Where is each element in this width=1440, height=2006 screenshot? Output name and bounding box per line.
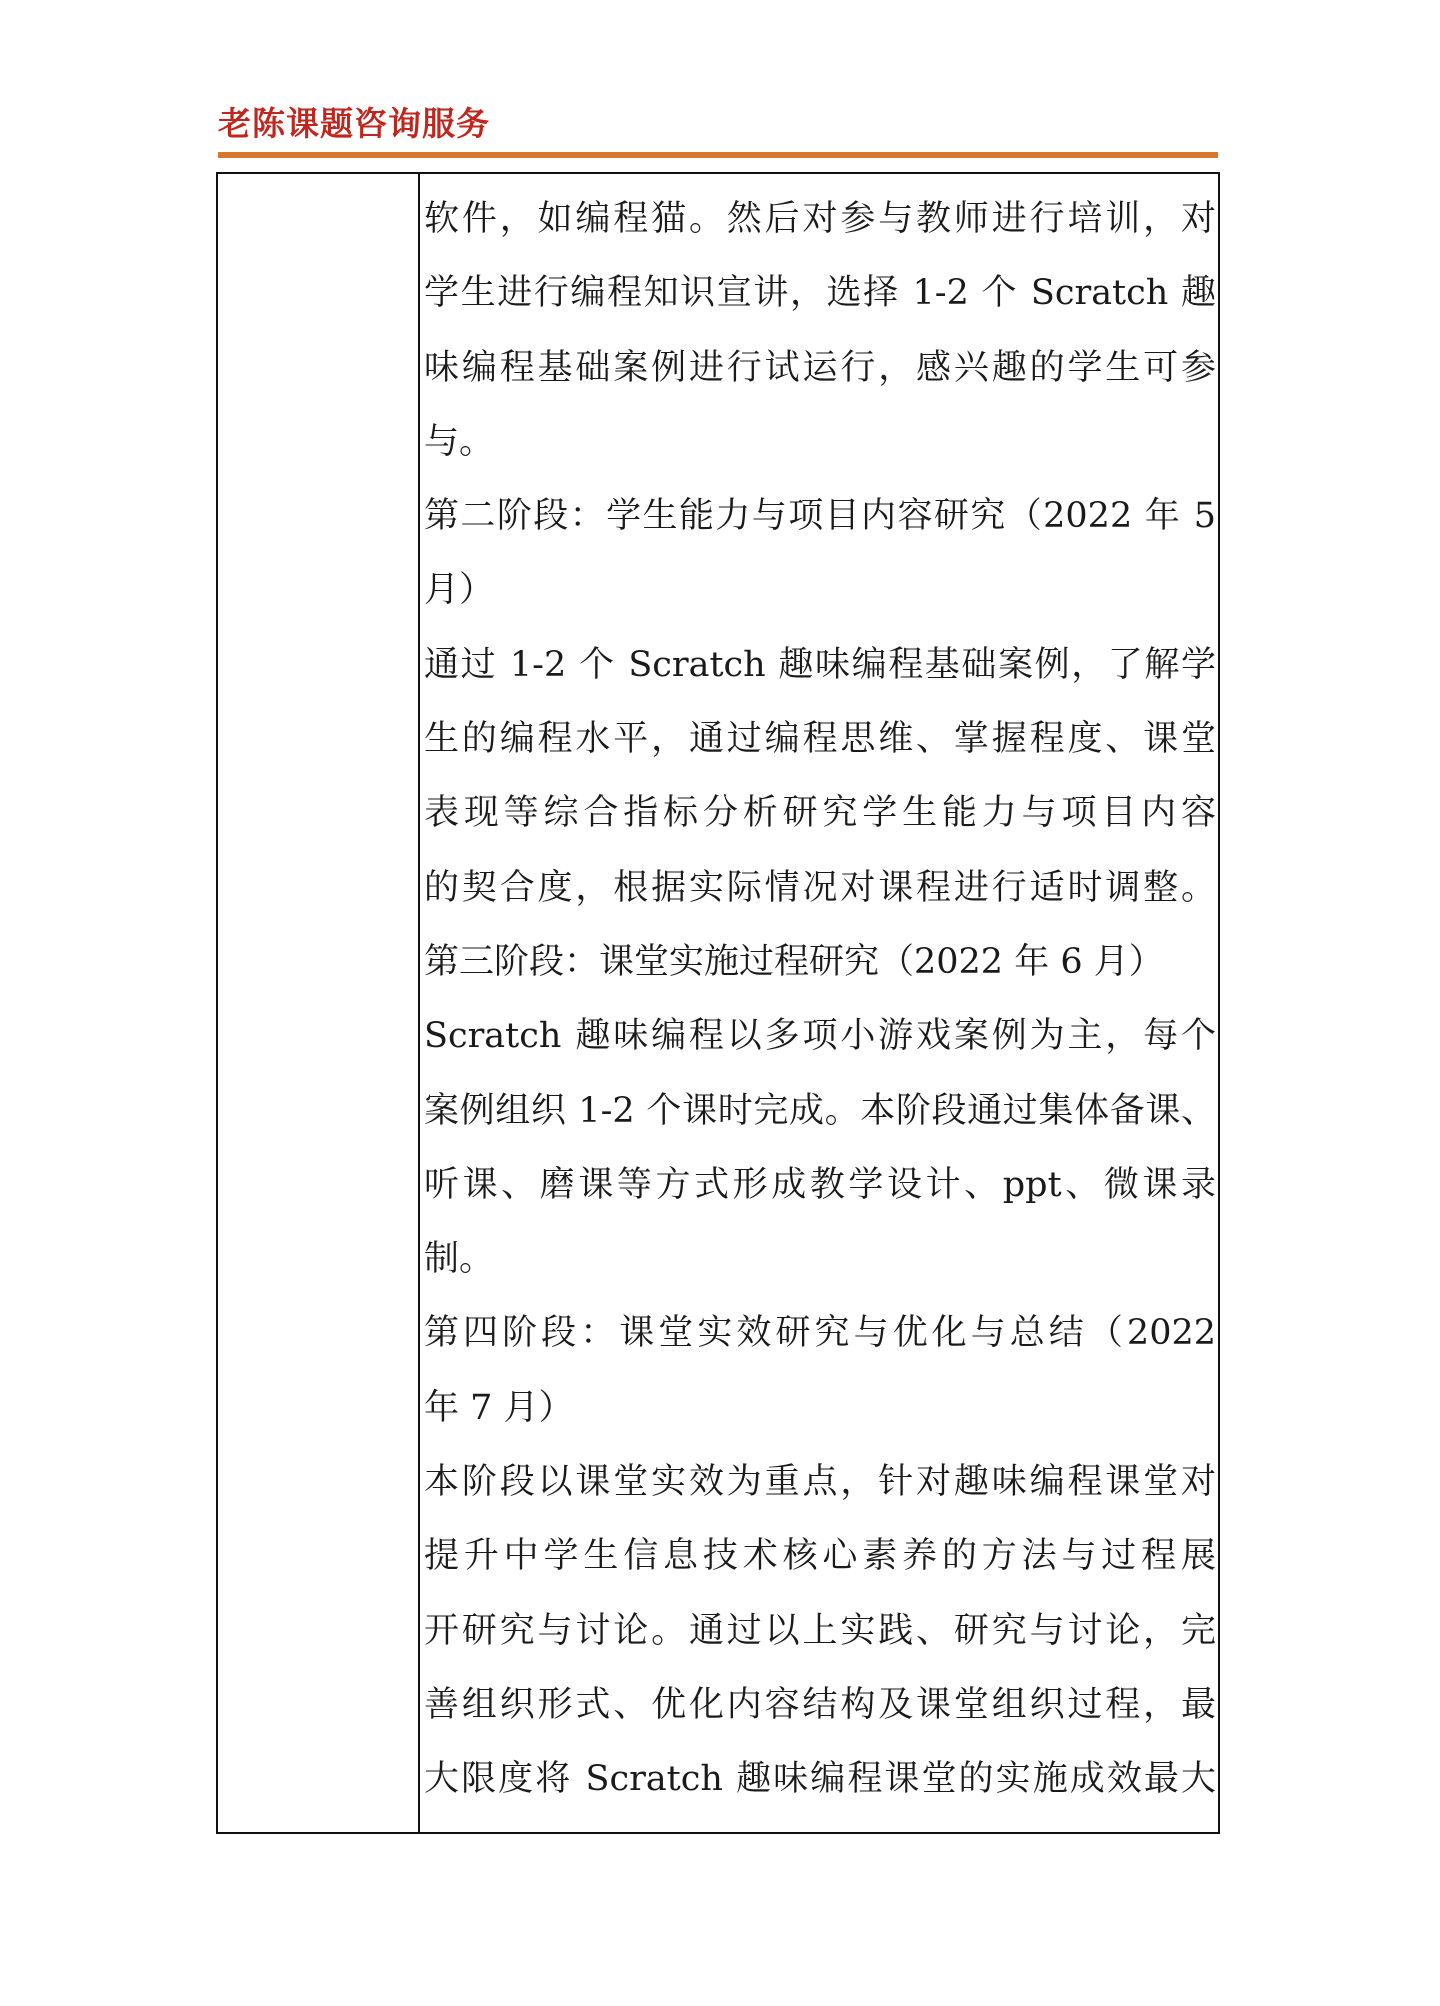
paragraph-line: 本阶段以课堂实效为重点，针对趣味编程课堂对 xyxy=(424,1462,1216,1503)
paragraph-line: Scratch 趣味编程以多项小游戏案例为主，每个 xyxy=(424,1016,1216,1057)
paragraph-line: 学生进行编程知识宣讲，选择 1-2 个 Scratch 趣 xyxy=(424,273,1216,314)
paragraph-line: 表现等综合指标分析研究学生能力与项目内容 xyxy=(424,793,1216,834)
section-heading-line: 第三阶段：课堂实施过程研究（2022 年 6 月） xyxy=(424,941,1164,982)
paragraph-line: 制。 xyxy=(424,1239,495,1280)
content-table xyxy=(216,172,1220,1834)
section-heading-line: 年 7 月） xyxy=(424,1387,574,1428)
section-heading-line: 第二阶段：学生能力与项目内容研究（2022 年 5 xyxy=(424,496,1216,537)
paragraph-line: 与。 xyxy=(424,421,495,462)
paragraph-line: 味编程基础案例进行试运行，感兴趣的学生可参 xyxy=(424,347,1216,388)
paragraph-line: 开研究与讨论。通过以上实践、研究与讨论，完 xyxy=(424,1610,1216,1651)
page-header xyxy=(218,104,1218,162)
paragraph-line: 善组织形式、优化内容结构及课堂组织过程，最 xyxy=(424,1684,1216,1725)
paragraph-line: 生的编程水平，通过编程思维、掌握程度、课堂 xyxy=(424,719,1216,760)
paragraph-line: 的契合度，根据实际情况对课程进行适时调整。 xyxy=(424,867,1216,908)
section-heading-line: 月） xyxy=(424,570,495,611)
paragraph-line: 大限度将 Scratch 趣味编程课堂的实施成效最大 xyxy=(424,1759,1216,1800)
paragraph-line: 软件，如编程猫。然后对参与教师进行培训，对 xyxy=(424,199,1216,239)
section-heading-line: 第四阶段：课堂实效研究与优化与总结（2022 xyxy=(424,1313,1216,1354)
paragraph-line: 听课、磨课等方式形成教学设计、ppt、微课录 xyxy=(424,1164,1216,1205)
header-divider xyxy=(218,152,1218,158)
paragraph-line: 提升中学生信息技术核心素养的方法与过程展 xyxy=(424,1536,1216,1577)
table-content-cell xyxy=(422,174,1218,1832)
header-title: 老陈课题咨询服务 xyxy=(218,104,490,143)
table-label-cell xyxy=(218,174,420,1832)
paragraph-line: 案例组织 1-2 个课时完成。本阶段通过集体备课、 xyxy=(424,1090,1216,1131)
paragraph-line: 通过 1-2 个 Scratch 趣味编程基础案例，了解学 xyxy=(424,644,1216,685)
